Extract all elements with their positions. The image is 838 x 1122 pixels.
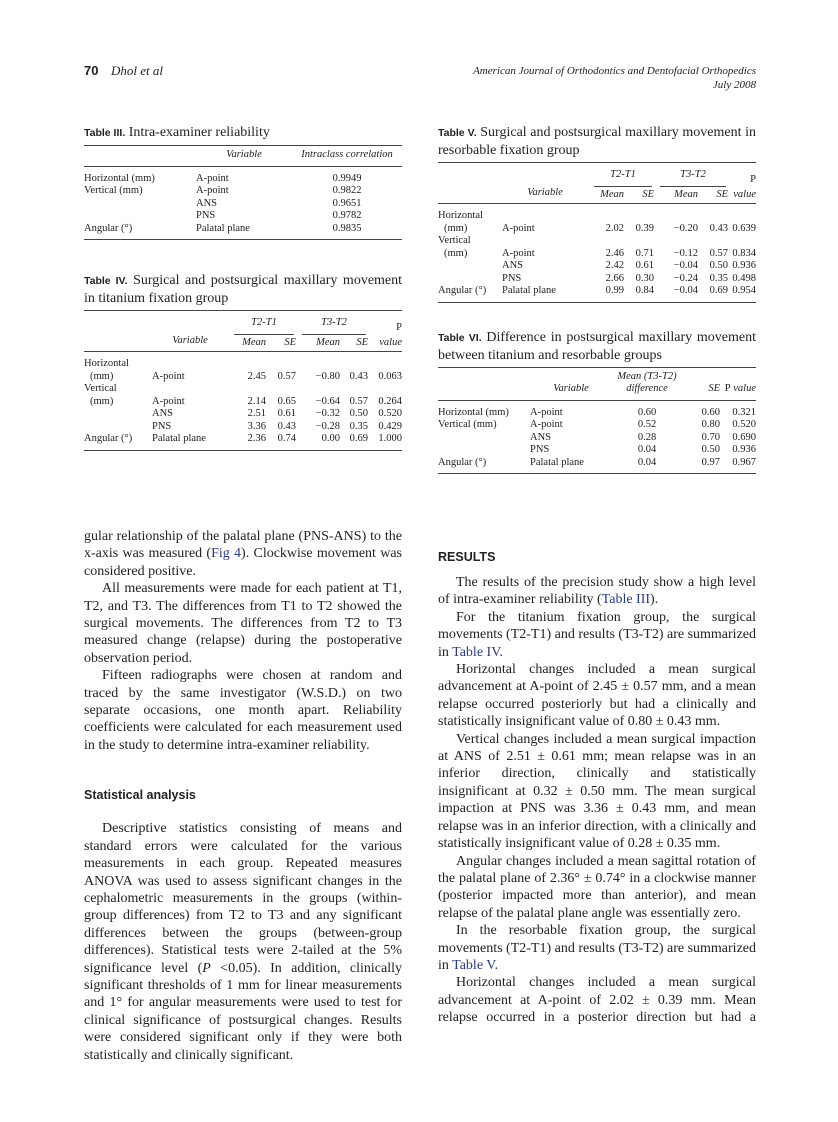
column-header: Variable (553, 383, 589, 394)
column-header: Variable (172, 334, 208, 346)
column-header: Intraclass correlation (301, 149, 393, 160)
paragraph: Horizontal changes included a mean surgical advancement at A-point of 2.02 ± 0.39 mm. Mean relapse occurred in a posterior direction but had a (438, 975, 756, 1026)
figure-link[interactable]: Fig 4 (211, 546, 242, 562)
table-row: Horizontal (84, 358, 129, 369)
paragraph: The results of the precision study show a high level of intra-examiner reliability (Table III). (438, 575, 756, 608)
table-row: Vertical (mm) A-point 0.9822 (84, 185, 362, 196)
column-header: SE (356, 336, 368, 348)
table-link[interactable]: Table IV (452, 644, 500, 660)
table-row: (mm) A-point 2.02 0.39 −0.20 0.43 0.639 (444, 222, 756, 234)
table-row: (mm) A-point 2.46 0.71 −0.12 0.57 0.834 (444, 247, 756, 259)
table-row: Horizontal (438, 210, 483, 221)
table-row: Angular (°) Palatal plane 0.99 0.84 −0.04 0.69 0.954 (438, 285, 756, 296)
column-header: P value (724, 383, 756, 394)
column-header: SE (716, 188, 728, 200)
page-number: 70 (84, 63, 99, 78)
table-row: PNS 0.04 0.50 0.936 (530, 444, 756, 455)
column-header: value (733, 188, 756, 200)
table-title: Surgical and postsurgical maxillary movement in resorbable fixation group (438, 125, 756, 158)
table-row: Angular (°) Palatal plane 0.04 0.97 0.967 (438, 456, 756, 468)
table-row: Horizontal (mm) A-point 0.60 0.60 0.321 (438, 406, 756, 418)
table-iii (84, 124, 402, 240)
column-header: SE (642, 188, 654, 200)
table-v (438, 124, 756, 303)
column-header: Variable (527, 186, 563, 198)
paragraph: Angular changes included a mean sagittal rotation of the palatal plane of 2.36° ± 0.74° in a clockwise manner (posterior impacted more than anterior), and mean relapse of the palatal plane angle was essentially zero. (438, 853, 756, 921)
table-vi-grid (438, 367, 756, 475)
table-row: Vertical (mm) A-point 0.52 0.80 0.520 (438, 419, 756, 430)
table-header-row (438, 367, 756, 400)
journal-title: American Journal of Orthodontics and Dentofacial Orthopedics (473, 65, 756, 77)
column-header: P (396, 322, 402, 333)
paragraph: Vertical changes included a mean surgical impaction at ANS of 2.51 ± 0.61 mm; mean relapse was in an inferior direction, clinically and statistically insignificant at 0.32 ± 0.50 mm. The mean surgical impaction at PNS was 3.36 ± 0.43 mm, and mean relapse was in an inferior direction, with a clinically and statistically insignificant value of 0.28 ± 0.35 mm. (438, 731, 756, 852)
table-header-row (84, 335, 402, 352)
table-link[interactable]: Table III (601, 592, 651, 608)
table-row: Horizontal (mm) A-point 0.9949 (84, 172, 362, 184)
table-title: Difference in postsurgical maxillary movement between titanium and resorbable groups (438, 329, 757, 363)
column-header: value (379, 336, 402, 348)
table-link[interactable]: Table V (452, 957, 495, 973)
left-column (84, 124, 402, 451)
column-header: difference (626, 383, 668, 394)
group-header: T2-T1 (594, 169, 652, 187)
table-row: Vertical (438, 235, 471, 246)
running-header (84, 63, 756, 93)
table-vi (438, 329, 756, 475)
table-caption (438, 329, 756, 364)
table-iii-grid (84, 145, 402, 240)
table-row: ANS 0.9651 (196, 197, 362, 209)
table-row: (mm) A-point 2.14 0.65 −0.64 0.57 0.264 (90, 395, 402, 407)
table-title: Surgical and postsurgical maxillary movement in titanium fixation group (84, 273, 403, 306)
table-row: PNS 3.36 0.43 −0.28 0.35 0.429 (152, 420, 402, 432)
paragraph: In the resorbable fixation group, the surgical movements (T2-T1) and results (T3-T2) are summarized in Table V. (438, 923, 757, 973)
paragraph: Fifteen radiographs were chosen at random and traced by the same investigator (W.S.D.) on two separate occasions, one month apart. Reliability coefficients were calculated for each measurement used in the study to determine intra-examiner reliability. (84, 668, 402, 753)
group-header: T2-T1 (234, 317, 294, 335)
table-label: Table VI. (438, 331, 482, 344)
issue-date: July 2008 (712, 78, 756, 91)
right-column (438, 124, 756, 474)
paragraph: gular relationship of the palatal plane (PNS-ANS) to the x-axis was measured (Fig 4). Clockwise movement was considered positive. (84, 529, 402, 579)
paragraph: For the titanium fixation group, the surgical movements (T2-T1) and results (T3-T2) are summarized in Table IV. (438, 609, 757, 660)
column-header: P (750, 174, 756, 185)
paragraph: Descriptive statistics consisting of means and standard errors were calculated for the various measurements in each group. Repeated measures ANOVA was used to assess significant changes in the cephalometric measurements in the groups (within-group differences) from T2 to T3 and any significant differences between the groups (between-group differences). Statistical tests were 2-tailed at the 5% significance level (P <0.05). In addition, clinically significant thresholds of 1 mm for linear measurements and 1° for angular measurements were used to test for clinical significance of postsurgical changes. Results were considered significant only if they were both statistically and clinically significant. (84, 821, 402, 1063)
table-v-grid (438, 162, 756, 303)
table-label: Table V. (438, 127, 477, 139)
column-header: Mean (674, 188, 698, 200)
table-row: ANS 2.51 0.61 −0.32 0.50 0.520 (152, 408, 402, 419)
left-body-text (84, 528, 402, 1064)
column-header: Variable (226, 149, 262, 160)
table-header-row (84, 146, 402, 167)
table-row: PNS 0.9782 (196, 210, 362, 221)
column-header: Mean (316, 336, 340, 348)
group-header: T3-T2 (302, 317, 366, 335)
table-label: Table III. (84, 127, 126, 139)
table-row: Angular (°) Palatal plane 2.36 0.74 0.00 0.69 1.000 (84, 433, 402, 444)
table-row: PNS 2.66 0.30 −0.24 0.35 0.498 (502, 272, 756, 284)
table-iv (84, 272, 402, 451)
table-row: (mm) A-point 2.45 0.57 −0.80 0.43 0.063 (90, 370, 402, 382)
table-header-row (438, 187, 756, 204)
column-header: Mean (242, 336, 266, 348)
column-header: Mean (T3-T2) (617, 370, 677, 382)
paragraph: Horizontal changes included a mean surgical advancement at A-point of 2.45 ± 0.57 mm, and a mean relapse occurred posteriorly but had a clinically and statistically insignificant value of 0.80 ± 0.43 mm. (438, 662, 756, 730)
table-iv-grid (84, 310, 402, 451)
column-header: Mean (600, 188, 624, 200)
table-title: Intra-examiner reliability (128, 125, 270, 140)
column-header: SE (708, 383, 720, 394)
table-row: ANS 2.42 0.61 −0.04 0.50 0.936 (502, 260, 756, 271)
section-heading: Statistical analysis (84, 788, 196, 803)
right-body-text (438, 550, 756, 1027)
column-header: SE (284, 336, 296, 348)
table-row: ANS 0.28 0.70 0.690 (530, 431, 756, 443)
table-caption (84, 124, 402, 142)
table-label: Table IV. (84, 275, 128, 287)
group-header: T3-T2 (660, 169, 726, 187)
table-caption (84, 272, 402, 307)
paragraph: All measurements were made for each patient at T1, T2, and T3. The differences from T1 to T2 showed the surgical movements. The differences from T2 to T3 measured change (relapse) during the postoperative observation period. (84, 581, 402, 666)
section-heading: RESULTS (438, 550, 496, 564)
journal-info (473, 65, 756, 92)
table-row: Angular (°) Palatal plane 0.9835 (84, 222, 362, 234)
table-row: Vertical (84, 383, 117, 394)
running-author: Dhol et al (111, 63, 163, 78)
table-caption (438, 124, 756, 159)
